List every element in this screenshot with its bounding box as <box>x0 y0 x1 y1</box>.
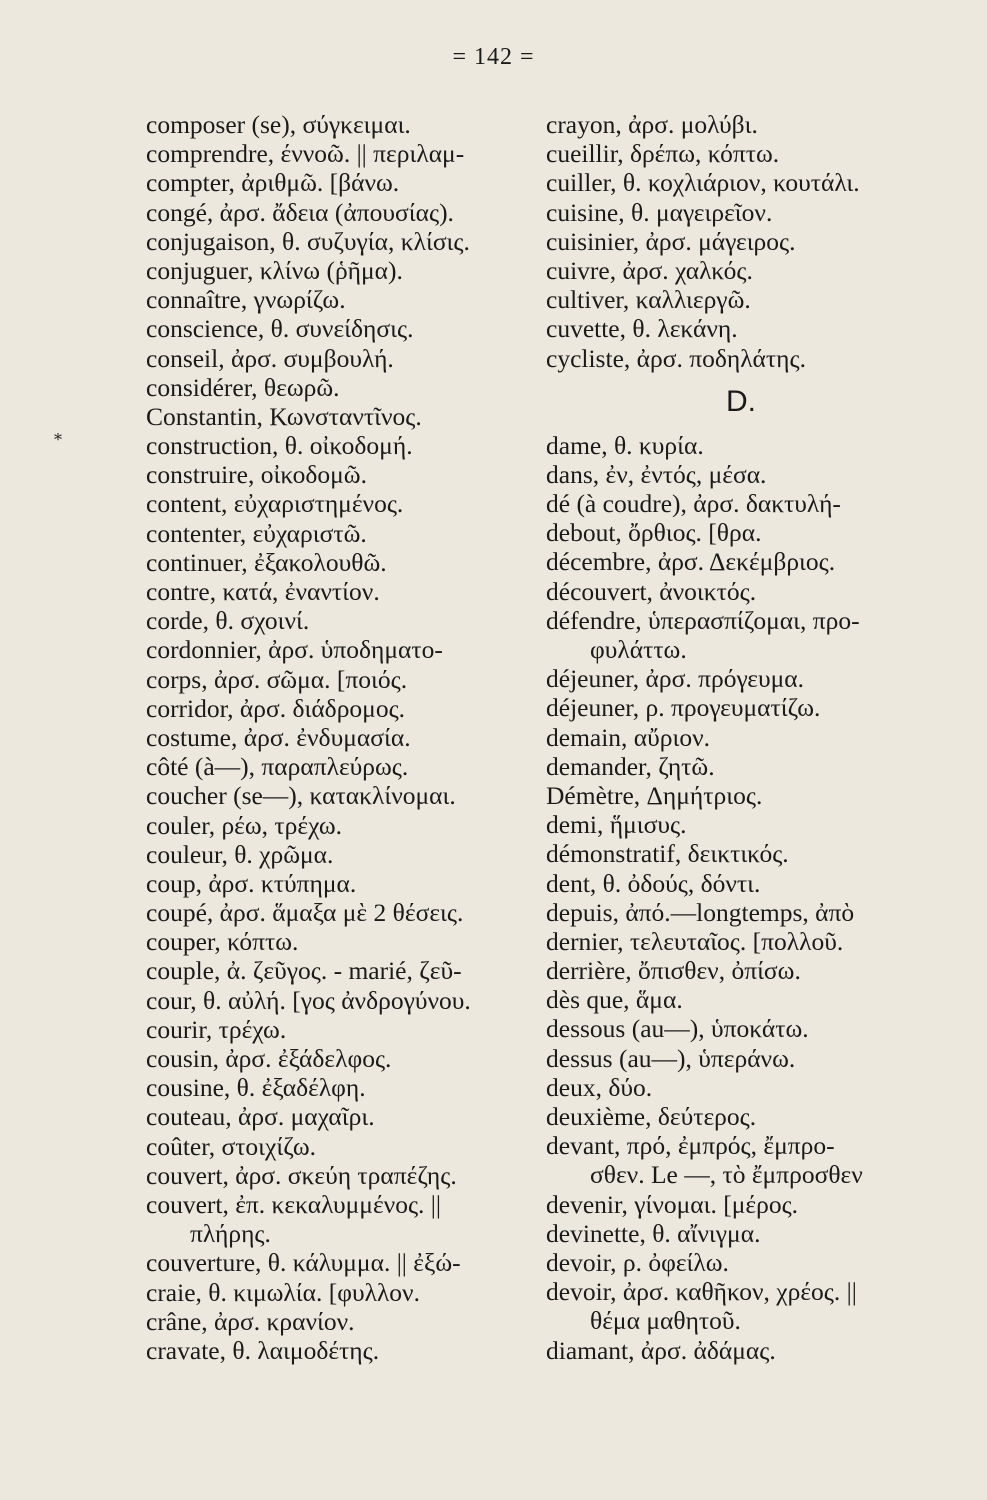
dictionary-entry: devoir, ἀρσ. καθῆκον, χρέος. || <box>546 1277 857 1307</box>
dictionary-entry: comprendre, έννοῶ. || περιλαμ- <box>146 139 465 169</box>
dictionary-entry: dans, ἐν, ἐντός, μέσα. <box>546 459 767 489</box>
dictionary-entry: σθεν. Le —, τὸ ἔμπροσθεν <box>590 1160 863 1190</box>
dictionary-entry: debout, ὄρθιος. [θρα. <box>546 518 762 548</box>
dictionary-entry: couvert, ἀρσ. σκεύη τραπέζης. <box>146 1160 457 1190</box>
dictionary-entry: costume, ἀρσ. ἐνδυμασία. <box>146 722 411 752</box>
dictionary-entry: couvert, ἐπ. κεκαλυμμένος. || <box>146 1189 442 1219</box>
dictionary-entry: dès que, ἅμα. <box>546 985 683 1015</box>
dictionary-entry: cuiller, θ. κοχλιάριον, κουτάλι. <box>546 168 860 198</box>
dictionary-entry: crayon, ἀρσ. μολύβι. <box>546 110 758 139</box>
left-column <box>146 110 546 1365</box>
right-column-d-entries <box>546 431 946 1365</box>
dictionary-entry: contre, κατά, ἐναντίον. <box>146 577 380 606</box>
dictionary-entry: conseil, ἀρσ. συμβουλή. <box>146 343 394 373</box>
dictionary-entry: couleur, θ. χρῶμα. <box>146 839 334 869</box>
dictionary-entry: dent, θ. ὀδούς, δόντι. <box>546 868 761 898</box>
dictionary-entry: coupé, ἀρσ. ἅμαξα μὲ 2 θέσεις. <box>146 898 464 928</box>
dictionary-entry: diamant, ἀρσ. ἀδάμας. <box>546 1335 776 1365</box>
dictionary-entry: construction, θ. οἰκοδομή. <box>146 431 413 461</box>
dictionary-entry: décembre, ἀρσ. Δεκέμβριος. <box>546 547 836 577</box>
dictionary-entry: derrière, ὄπισθεν, ὀπίσω. <box>546 956 801 986</box>
dictionary-entry: Démètre, Δημήτριος. <box>546 780 763 810</box>
dictionary-entry: couple, ἀ. ζεῦγος. - marié, ζεῦ- <box>146 956 462 986</box>
dictionary-entry: coucher (se—), κατακλίνομαι. <box>146 781 456 811</box>
dictionary-entry: conjugaison, θ. συζυγία, κλίσις. <box>146 226 470 256</box>
dictionary-entry: content, εὐχαριστημένος. <box>146 489 404 519</box>
dictionary-entry: découvert, ἀνοικτός. <box>546 576 757 606</box>
dictionary-entry: couper, κόπτω. <box>146 927 299 957</box>
dictionary-entry: corps, ἀρσ. σῶμα. [ποιός. <box>146 664 408 694</box>
dictionary-entry: conscience, θ. συνείδησις. <box>146 314 414 344</box>
dictionary-entry: craie, θ. κιμωλία. [φυλλον. <box>146 1277 420 1307</box>
dictionary-entry: composer (se), σύγκειμαι. <box>146 110 411 139</box>
page-number: = 142 = <box>452 44 535 70</box>
dictionary-entry: cycliste, ἀρσ. ποδηλάτης. <box>546 343 806 373</box>
dictionary-entry: devoir, ρ. ὀφείλω. <box>546 1247 729 1277</box>
dictionary-entry: côté (à—), παραπλεύρως. <box>146 752 409 782</box>
right-column-c-entries <box>546 110 946 373</box>
dictionary-entry: cuisinier, ἀρσ. μάγειρος. <box>546 226 796 256</box>
dictionary-entry: corde, θ. σχοινί. <box>146 606 310 636</box>
dictionary-entry: déjeuner, ἀρσ. πρόγευμα. <box>546 664 805 694</box>
dictionary-entry: cuivre, ἀρσ. χαλκός. <box>546 255 753 285</box>
dictionary-entry: dessus (au—), ὑπεράνω. <box>546 1043 796 1073</box>
dictionary-entry: crâne, ἀρσ. κρανίον. <box>146 1306 355 1336</box>
dictionary-entry: cravate, θ. λαιμοδέτης. <box>146 1335 380 1365</box>
dictionary-entry: démonstratif, δεικτικός. <box>546 839 789 869</box>
dictionary-entry: devenir, γίνομαι. [μέρος. <box>546 1189 799 1219</box>
dictionary-entry: depuis, ἀπό.—longtemps, ἀπὸ <box>546 897 855 927</box>
dictionary-entry: cousin, ἀρσ. ἐξάδελφος. <box>146 1044 392 1073</box>
dictionary-entry: considérer, θεωρῶ. <box>146 372 340 402</box>
dictionary-entry: cultiver, καλλιεργῶ. <box>546 285 751 315</box>
dictionary-entry: continuer, ἐξακολουθῶ. <box>146 547 387 577</box>
dictionary-entry: contenter, εὐχαριστῶ. <box>146 518 367 548</box>
dictionary-entry: devant, πρό, ἐμπρός, ἔμπρο- <box>546 1131 835 1161</box>
dictionary-entry: demander, ζητῶ. <box>546 751 715 781</box>
dictionary-entry: θέμα μαθητοῦ. <box>590 1306 741 1336</box>
dictionary-entry: deuxième, δεύτερος. <box>546 1102 757 1131</box>
dictionary-entry: corridor, ἀρσ. διάδρομος. <box>146 693 406 723</box>
dictionary-entry: cordonnier, ἀρσ. ὑποδηματο- <box>146 635 443 665</box>
dictionary-entry: construire, οἰκοδομῶ. <box>146 460 367 490</box>
dictionary-entry: compter, ἀριθμῶ. [βάνω. <box>146 168 400 198</box>
dictionary-entry: devinette, θ. αἴνιγμα. <box>546 1218 761 1248</box>
dictionary-entry: coûter, στοιχίζω. <box>146 1131 317 1161</box>
dictionary-entry: couler, ρέω, τρέχω. <box>146 810 343 840</box>
dictionary-entry: demi, ἥμισυς. <box>546 810 687 840</box>
dictionary-entry: cuvette, θ. λεκάνη. <box>546 314 738 344</box>
dictionary-entry: cousine, θ. ἐξαδέλφη. <box>146 1073 366 1103</box>
dictionary-entry: déjeuner, ρ. προγευματίζω. <box>546 693 821 723</box>
dictionary-entry: φυλάττω. <box>590 635 687 664</box>
dictionary-entry: πλήρης. <box>190 1219 271 1249</box>
margin-mark: * <box>54 430 62 449</box>
dictionary-entry: couverture, θ. κάλυμμα. || ἐξώ- <box>146 1248 461 1278</box>
dictionary-entry: dame, θ. κυρία. <box>546 430 704 460</box>
dictionary-entry: conjuguer, κλίνω (ῥῆμα). <box>146 255 403 285</box>
dictionary-entry: congé, ἀρσ. ἄδεια (ἀπουσίας). <box>146 197 454 227</box>
right-column: crayon, ἀρσ. μολύβι. cueillir, δρέπω, κόπτω. cuiller, θ. κοχλιάριον, κουτάλι. cuisine, θ. μαγειρεῖον. cuisinier, ἀρσ. μάγειρος. cuivre, ἀρσ. χαλκός. cultiver, καλλιεργῶ. cuvette, θ. λεκάνη. cycliste, ἀρσ. ποδηλάτης. D. dame, θ. κυρία. dans, ἐν, ἐντός, μέσα. dé (à coudre), ἀρσ. δακτυλή- debout, ὄρθιος. [θρα. décembre, ἀρσ. Δεκέμβριος. découvert, ἀνοικτός. défendre, ὑπερασπίζομαι, προ- φυλάττω. déjeuner, ἀρσ. πρόγευμα. déjeuner, ρ. προγευματίζω. demain, αὔριον. demander, ζητῶ. Démètre, Δημήτριος. demi, ἥμισυς. démonstratif, δεικτικός. dent, θ. ὀδούς, δόντι. depuis, ἀπό.—longtemps, ἀπὸ dernier, τελευταῖος. [πολλοῦ. derrière, ὄπισθεν, ὀπίσω. dès que, ἅμα. dessous (au—), ὑποκάτω. dessus (au—), ὑπεράνω. deux, δύο. deuxième, δεύτερος. devant, πρό, ἐμπρός, ἔμπρο- σθεν. Le —, τὸ ἔμπροσθεν devenir, γίνομαι. [μέρος. devinette, θ. αἴνιγμα. devoir, ρ. ὀφείλω. devoir, ἀρσ. καθῆκον, χρέος. || θέμα μαθητοῦ. diamant, ἀρσ. ἀδάμας. <box>546 110 946 1365</box>
dictionary-entry: dessous (au—), ὑποκάτω. <box>546 1014 809 1044</box>
dictionary-entry: dernier, τελευταῖος. [πολλοῦ. <box>546 926 844 956</box>
dictionary-entry: coup, ἀρσ. κτύπημα. <box>146 868 357 898</box>
dictionary-entry: couteau, ἀρσ. μαχαῖρι. <box>146 1102 375 1132</box>
dictionary-entry: courir, τρέχω. <box>146 1014 287 1044</box>
dictionary-entry: connaître, γνωρίζω. <box>146 285 346 315</box>
dictionary-entry: deux, δύο. <box>546 1072 653 1102</box>
dictionary-entry: défendre, ὑπερασπίζομαι, προ- <box>546 605 860 635</box>
dictionary-entry: dé (à coudre), ἀρσ. δακτυλή- <box>546 489 841 519</box>
dictionary-entry: cueillir, δρέπω, κόπτω. <box>546 139 780 169</box>
dictionary-entry: cuisine, θ. μαγειρεῖον. <box>546 197 773 227</box>
dictionary-entry: cour, θ. αὐλή. [γος ἀνδρογύνου. <box>146 985 471 1015</box>
dictionary-entry: Constantin, Κωνσταντῖνος. <box>146 401 422 431</box>
dictionary-entry: demain, αὔριον. <box>546 722 711 752</box>
